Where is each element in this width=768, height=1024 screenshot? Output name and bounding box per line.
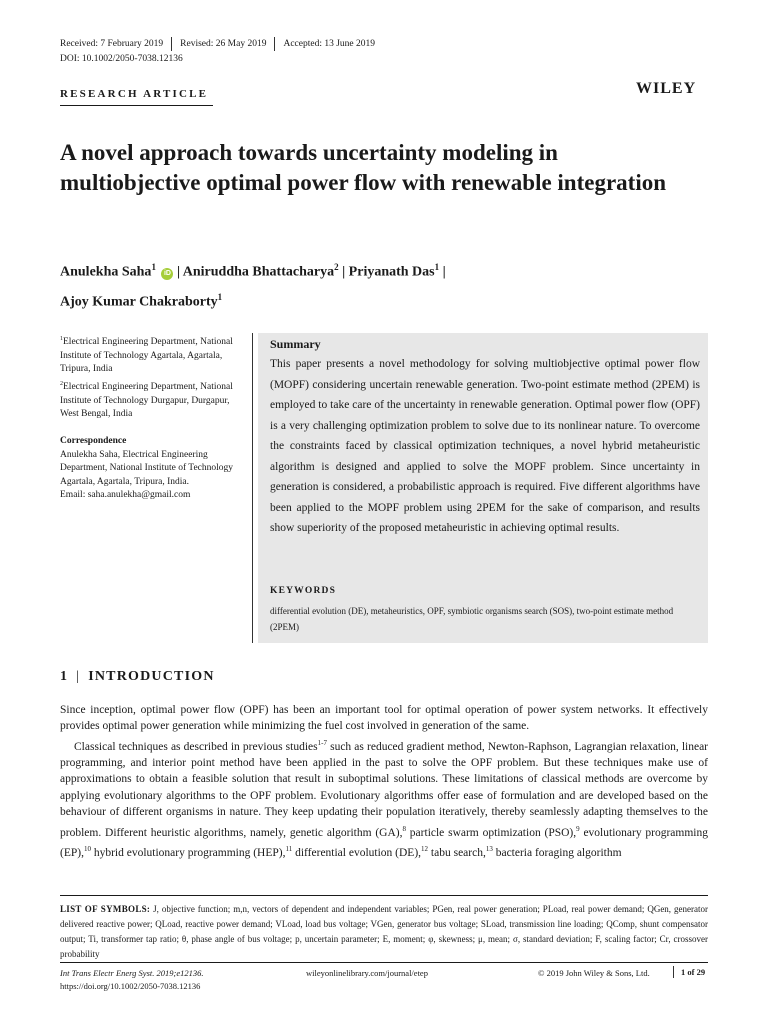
publication-dates — [60, 37, 375, 51]
citation-link[interactable]: 13 — [485, 844, 493, 853]
divider — [252, 333, 253, 643]
keywords-text: differential evolution (DE), metaheuristics, OPF, symbiotic organisms search (SOS), two-point estimate method (2PEM) — [270, 606, 674, 632]
author-affiliation-mark: 2 — [334, 262, 339, 272]
affiliation-number: 2 — [60, 381, 63, 387]
summary-text: This paper presents a novel methodology for solving multiobjective optimal power flow (MOPF) considering uncertain renewable generation. Two-point estimate method (2PEM) is employed to take care of the uncertainty in renewable generation. Optimal power flow (OPF) is a very challenging optimization problem to solve due to its nonlinear nature. To overcome the constraints faced by classical optimization techniques, a novel hybrid metaheuristic algorithm is designed and applied to solve the MOPF problem. Since uncertainty in generation is considered, a probabilistic approach is required. Five different algorithms have been applied to the MOPF problem using 2PEM for the sake of comparison, and results show superiority of the proposed metaheuristic in achieving optimal results. — [270, 358, 700, 534]
correspondence-email[interactable]: Email: saha.anulekha@gmail.com — [60, 490, 191, 500]
copyright: © 2019 John Wiley & Sons, Ltd. — [538, 968, 650, 978]
list-of-symbols — [60, 902, 708, 962]
section-number: 1 — [60, 669, 69, 684]
citation-link[interactable]: 9 — [576, 824, 580, 833]
paragraph: Classical techniques as described in previous studies$^{1-7}$ such as reduced gradient method, Newton-Raphson, Lagrangian relaxation, linear programming, and interior point method have been applied in the past to solve the OPF problem. But these techniques make use of approximations to obtain a feasible solution that result in suboptimal solutions. These limitations of classical methods are overcome by applying evolutionary algorithms to the OPF problem. Evolutionary algorithms offer ease of formulation and are developed based on the behaviour of different organisms in nature. They keep updating their population iteratively, thereby seamlessly adapting themselves to the problem. Different heuristic algorithms, namely, genetic algorithm (GA),$^8$ particle swarm optimization (PSO),$^9$ evolutionary programming (EP),$^{10}$ hybrid evolutionary programming (HEP),$^{11}$ differential evolution (DE),$^{12}$ tabu search,$^{13}$ bacteria foraging algorithm — [60, 738, 708, 859]
author-separator: | — [176, 264, 181, 280]
footer-citation — [60, 967, 203, 993]
divider — [60, 895, 708, 896]
journal-citation: Int Trans Electr Energ Syst. 2019;e12136. — [60, 968, 204, 978]
summary-heading: Summary — [270, 337, 321, 351]
received-date: Received: 7 February 2019 — [60, 39, 164, 49]
divider — [171, 37, 172, 51]
affiliation — [60, 378, 250, 422]
affiliation — [60, 333, 250, 377]
author-separator: | — [442, 264, 446, 280]
author-name[interactable]: Aniruddha Bhattacharya — [182, 264, 335, 280]
divider — [274, 37, 275, 51]
author-name[interactable]: Priyanath Das — [348, 264, 435, 280]
affiliation-text: Electrical Engineering Department, National Institute of Technology Durgapur, Durgapur, West Bengal, India — [60, 382, 233, 420]
paragraph: Since inception, optimal power flow (OPF) has been an important tool for optimal operation of power system networks. It effectively provides optimal power generation while minimizing the fuel cost involved in generation of the same. — [60, 704, 708, 733]
symbols-heading: LIST OF SYMBOLS: — [60, 904, 151, 914]
doi-link[interactable]: https://doi.org/10.1002/2050-7038.12136 — [60, 981, 201, 991]
revised-date: Revised: 26 May 2019 — [180, 39, 267, 49]
section-separator: | — [76, 669, 81, 684]
affiliation-number: 1 — [60, 336, 63, 342]
author-name[interactable]: Ajoy Kumar Chakraborty — [60, 294, 218, 310]
symbols-text: J, objective function; m,n, vectors of dependent and independent variables; PGen, real power generation; PLoad, real power demand; QGen, generator delivered reactive power; QLoad, reactive power demand; VLoad, load bus voltage; VGen, generator bus voltage; SLoad, transmission line loading; QComp, shunt compensator output; Ti, transformer tap ratio; θ, phase angle of bus voltage; p, uncertain parameter; E, moment; φ, skewness; μ, mean; σ, standard deviation; F, scaling factor; Cr, crossover probability — [60, 904, 708, 959]
divider — [60, 962, 708, 963]
author-affiliation-mark: 1 — [151, 262, 156, 272]
author-name[interactable]: Anulekha Saha — [60, 264, 152, 280]
correspondence — [60, 435, 250, 503]
section-title: INTRODUCTION — [88, 669, 215, 684]
accepted-date: Accepted: 13 June 2019 — [283, 39, 375, 49]
citation-link[interactable]: 1-7 — [317, 738, 327, 747]
correspondence-text: Anulekha Saha, Electrical Engineering Department, National Institute of Technology Agartala, Agartala, Tripura, India. — [60, 449, 234, 487]
divider — [673, 966, 674, 978]
author-affiliation-mark: 1 — [217, 291, 223, 302]
page-number: 1 of 29 — [681, 967, 706, 977]
affiliation-text: Electrical Engineering Department, National Institute of Technology Agartala, Agartala, Tripura, India — [60, 337, 233, 375]
article-type: RESEARCH ARTICLE — [60, 88, 209, 100]
divider — [60, 105, 213, 106]
orcid-icon[interactable]: iD — [161, 268, 173, 280]
correspondence-heading: Correspondence — [60, 436, 127, 446]
citation-link[interactable]: 8 — [402, 824, 406, 833]
author-separator: | — [342, 264, 346, 280]
author-list — [60, 255, 700, 314]
body-text — [60, 702, 708, 861]
journal-site-link[interactable]: wileyonlinelibrary.com/journal/etep — [306, 968, 428, 978]
section-heading — [60, 669, 215, 685]
doi[interactable]: DOI: 10.1002/2050-7038.12136 — [60, 54, 183, 64]
citation-link[interactable]: 10 — [83, 844, 91, 853]
publisher-logo: WILEY — [636, 80, 697, 97]
citation-link[interactable]: 11 — [285, 844, 293, 853]
keywords-heading: KEYWORDS — [270, 586, 337, 596]
author-affiliation-mark: 1 — [434, 262, 440, 272]
paper-title: A novel approach towards uncertainty modeling in multiobjective optimal power flow with renewable integration — [60, 140, 667, 195]
citation-link[interactable]: 12 — [421, 844, 429, 853]
